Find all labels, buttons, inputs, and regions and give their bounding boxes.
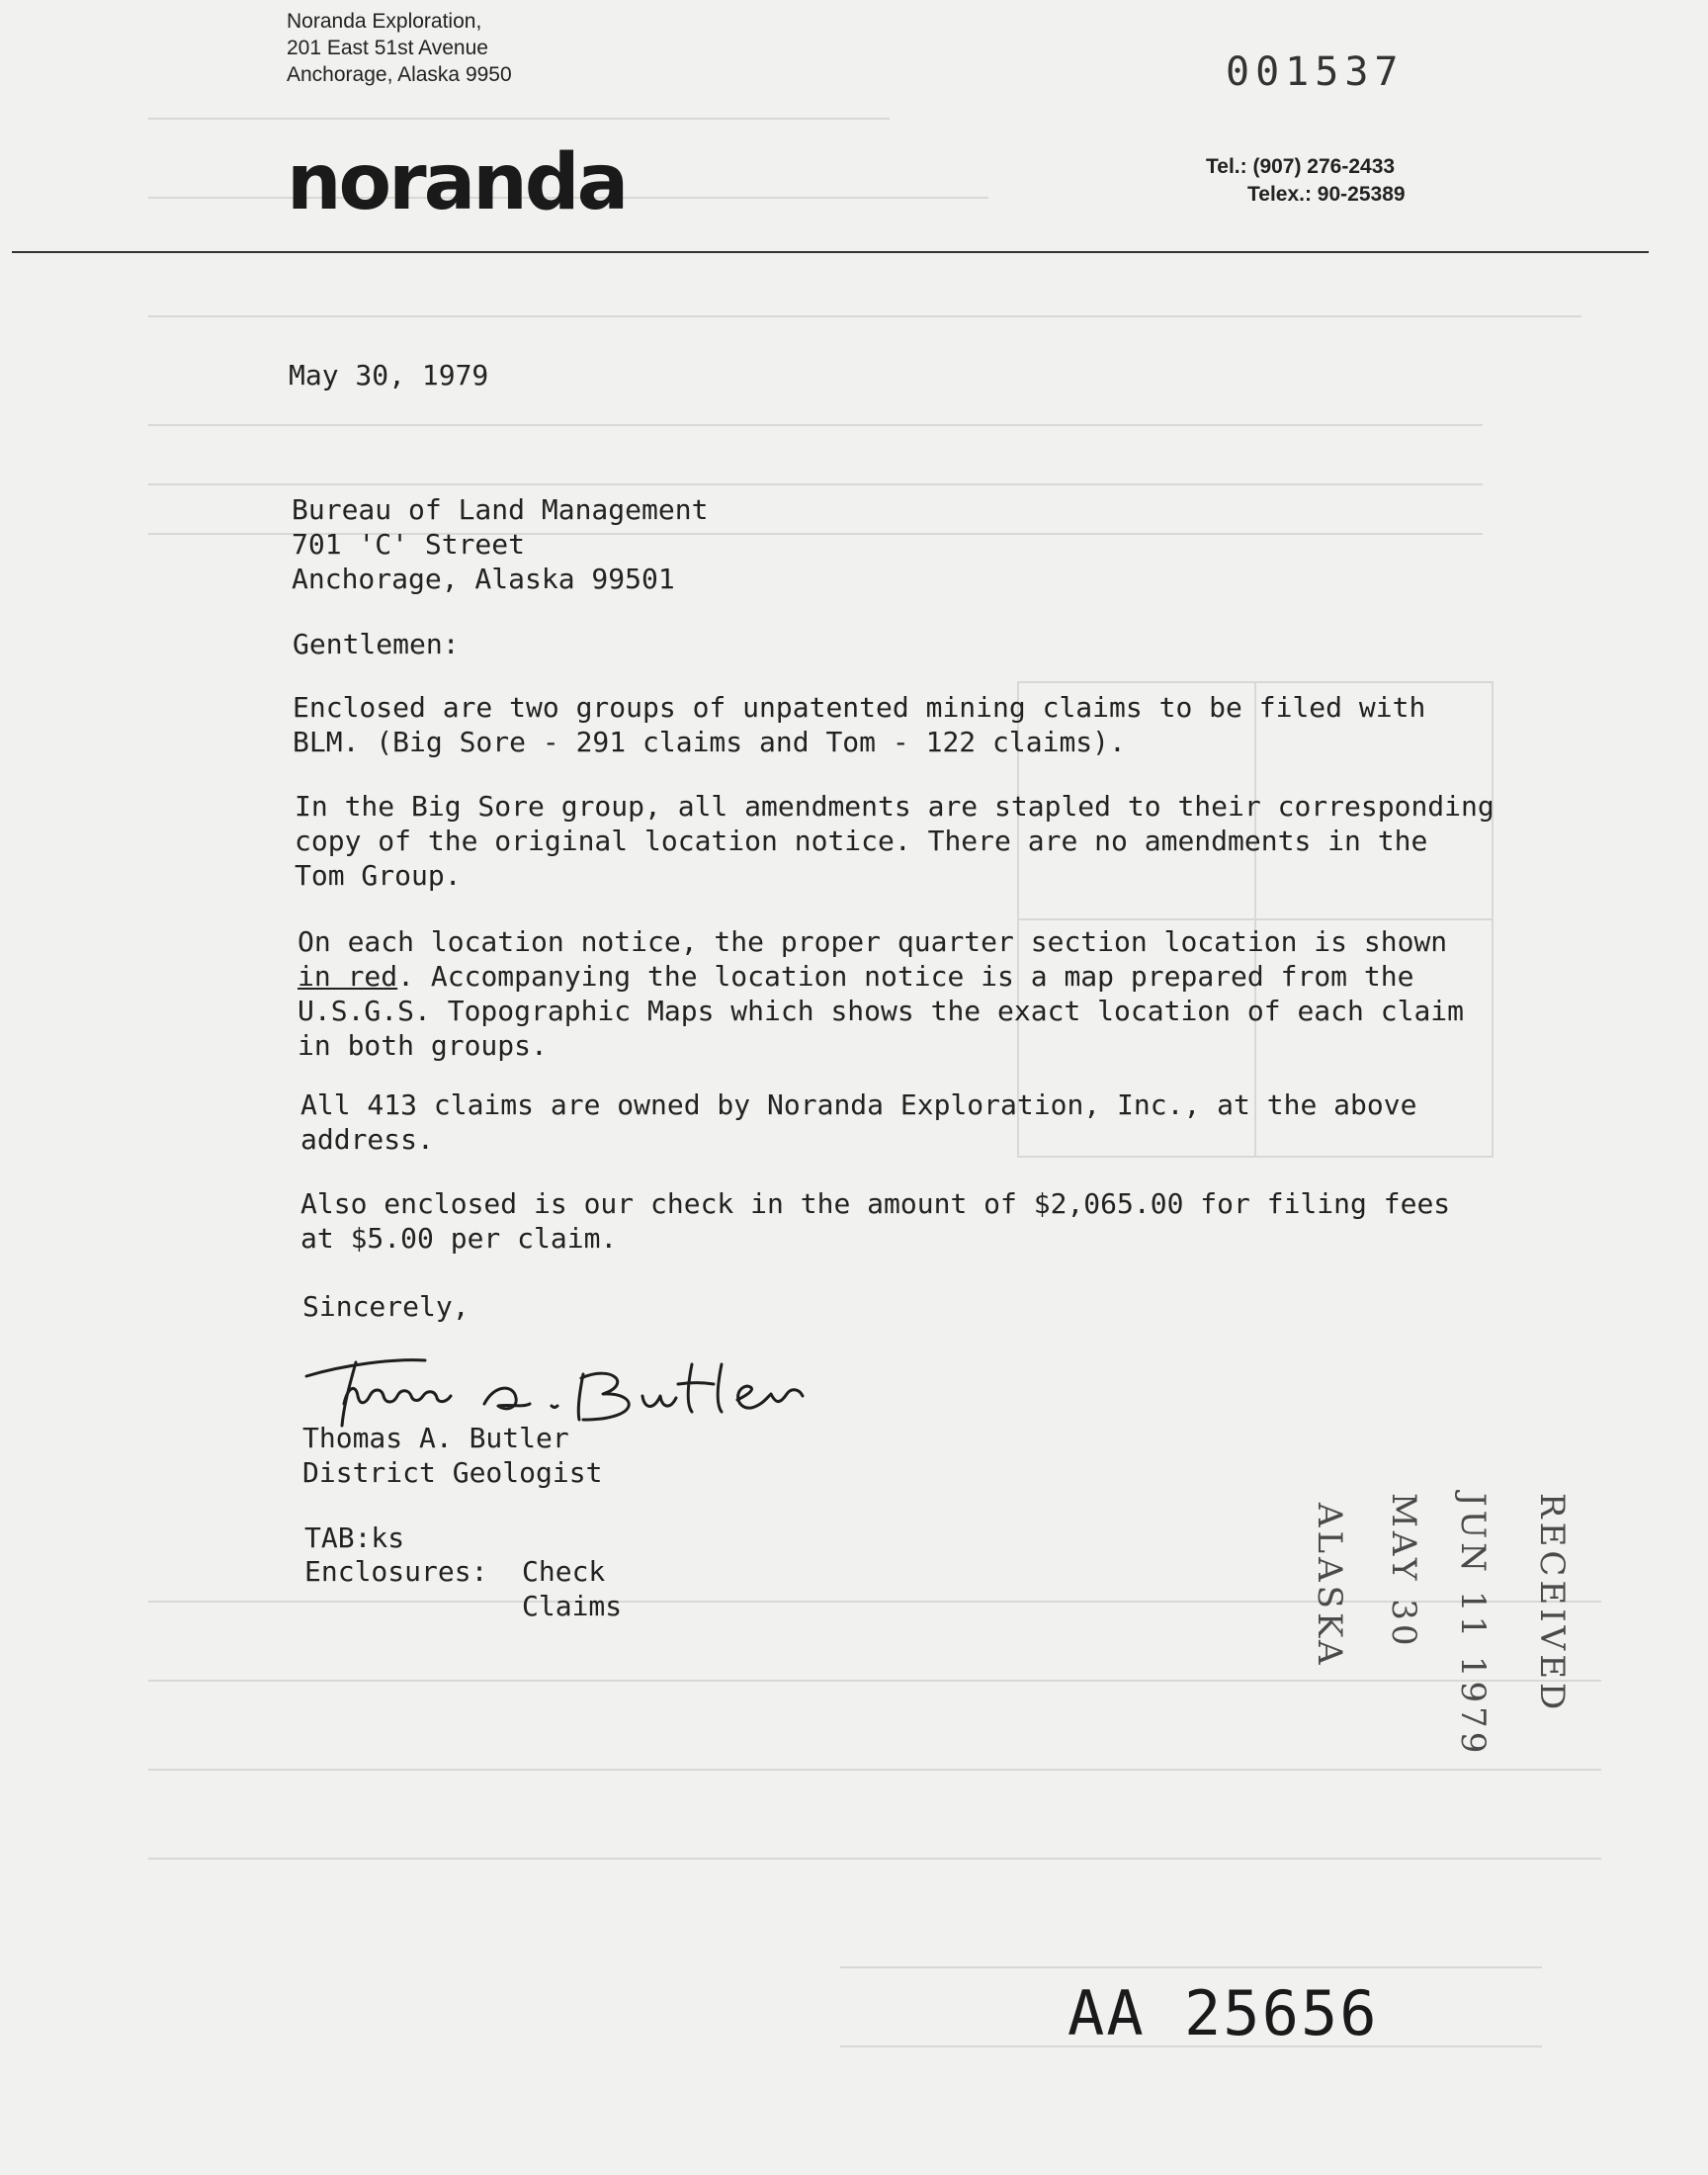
handwritten-signature — [287, 1335, 860, 1434]
paragraph-line: All 413 claims are owned by Noranda Exploration, Inc., at the above — [300, 1088, 1417, 1121]
recipient-address — [292, 492, 708, 596]
paragraph-location-notice — [298, 924, 1464, 1063]
enclosure-item: Check — [522, 1555, 606, 1588]
company-logo: noranda — [287, 138, 627, 227]
paragraph-line: On each location notice, the proper quarter section location is shown — [298, 925, 1448, 958]
paragraph-check — [300, 1186, 1450, 1256]
sender-company: Noranda Exploration, — [287, 10, 482, 33]
paragraph-line: In the Big Sore group, all amendments are stapled to their corresponding — [295, 790, 1494, 823]
signer-title: District Geologist — [302, 1456, 603, 1489]
recipient-line: 701 'C' Street — [292, 528, 526, 561]
signer-block — [302, 1421, 602, 1490]
recipient-line: Anchorage, Alaska 99501 — [292, 563, 675, 595]
serial-number: AA 25656 — [1068, 1977, 1379, 2049]
paragraph-line: Enclosed are two groups of unpatented mining claims to be filed with — [293, 691, 1426, 724]
paragraph-line: Tom Group. — [295, 859, 462, 892]
paragraph-line: Also enclosed is our check in the amount of $2,065.00 for filing fees — [300, 1187, 1451, 1220]
telex: Telex.: 90-25389 — [1247, 183, 1406, 206]
paragraph-line — [298, 959, 1464, 994]
letterhead-divider — [12, 251, 1649, 253]
closing: Sincerely, — [302, 1290, 470, 1323]
sender-city: Anchorage, Alaska 9950 — [287, 63, 512, 86]
contact-info — [1206, 153, 1406, 209]
paragraph-line: at $5.00 per claim. — [300, 1222, 618, 1255]
paragraph-ownership — [300, 1088, 1416, 1157]
telephone: Tel.: (907) 276-2433 — [1206, 155, 1396, 178]
typist-initials: TAB:ks — [304, 1522, 405, 1554]
sender-street: 201 East 51st Avenue — [287, 37, 488, 59]
paragraph-line-rest: . Accompanying the location notice is a map prepared from the — [397, 960, 1414, 993]
paragraph-line: address. — [300, 1123, 434, 1156]
paragraph-line: copy of the original location notice. There are no amendments in the — [295, 825, 1428, 857]
enclosure-item: Claims — [522, 1590, 623, 1622]
paragraph-line: in both groups. — [298, 1029, 548, 1062]
signer-name: Thomas A. Butler — [302, 1422, 569, 1454]
document-number: 001537 — [1226, 49, 1405, 95]
enclosures-list — [522, 1554, 622, 1623]
paragraph-line: U.S.G.S. Topographic Maps which shows the exact location of each claim — [298, 995, 1465, 1027]
stamp-line: MAY 30 — [1384, 1493, 1423, 1650]
paragraph-amendments — [295, 789, 1494, 893]
paragraph-line: BLM. (Big Sore - 291 claims and Tom - 122 claims). — [293, 726, 1126, 758]
enclosures-label: Enclosures: — [304, 1555, 488, 1588]
salutation: Gentlemen: — [293, 628, 460, 660]
letter-date: May 30, 1979 — [289, 359, 489, 392]
underlined-text: in red — [298, 960, 398, 993]
stamp-line: ALASKA — [1310, 1503, 1349, 1669]
paragraph-claims-enclosed — [293, 690, 1425, 759]
sender-address — [287, 8, 512, 88]
received-stamp — [1275, 1493, 1581, 1928]
stamp-line: RECEIVED — [1532, 1493, 1572, 1714]
stamp-line: JUN 11 1979 — [1453, 1493, 1493, 1758]
recipient-line: Bureau of Land Management — [292, 493, 709, 526]
